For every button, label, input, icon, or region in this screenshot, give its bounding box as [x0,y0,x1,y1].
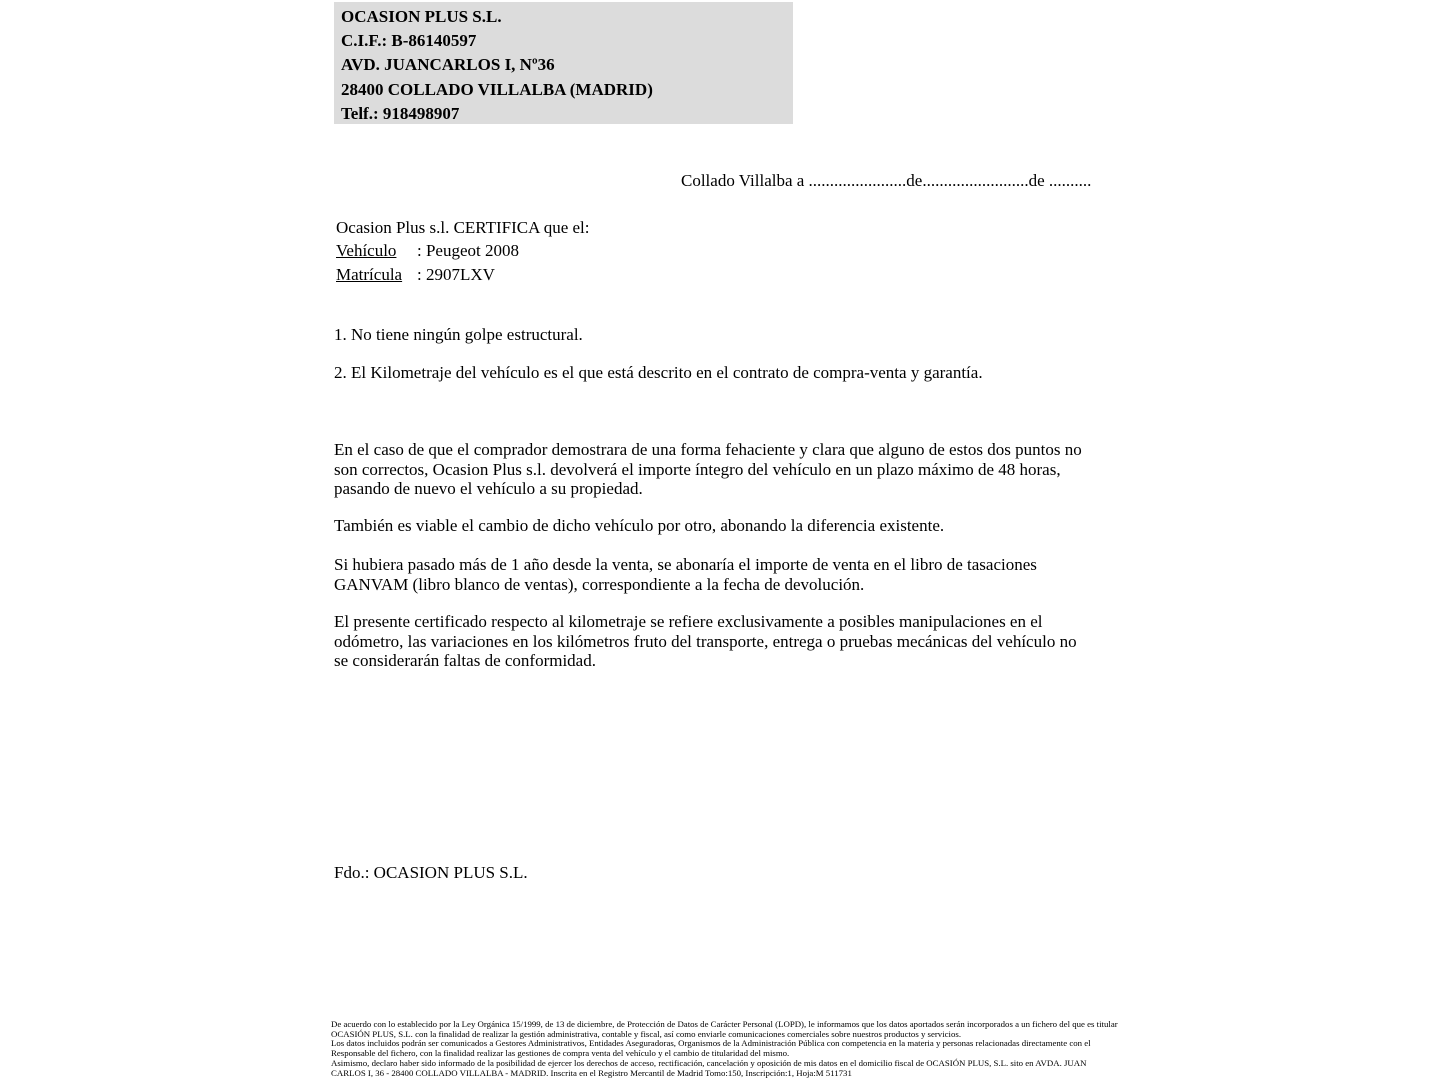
legal-footer-line: Responsable del fichero, con la finalidad realizar las gestiones de compra venta del vehículo y el cambio de titularidad del mismo. [331,1048,790,1059]
odometer-disclaimer-paragraph: El presente certificado respecto al kilometraje se refiere exclusivamente a posibles manipulaciones en el odómetro, las variaciones en los kilómetros fruto del transporte, entrega o pruebas mecánicas del vehículo no se considerarán faltas de conformidad. [334,612,1077,670]
legal-footer-line: OCASIÓN PLUS, S.L. con la finalidad de realizar la gestión administrativa, contable y fiscal, así como enviarle comunicaciones comerciales sobre nuestros productos y servicios. [331,1028,962,1039]
vehicle-label: Vehículo [336,241,397,261]
legal-footer [331,1020,1118,1078]
company-address: AVD. JUANCARLOS I, Nº36 [341,55,555,75]
legal-footer-line: Asimismo, declaro haber sido informado de la posibilidad de ejercer los derechos de acceso, rectificación, cancelación y oposición de mis datos en el domicilio fiscal de OCASIÓN PLUS, S.L. sito en AVDA. JUAN [331,1057,1087,1068]
legal-footer-line: Los datos incluidos podrán ser comunicados a Gestores Administrativos, Entidades Aseguradoras, Organismos de la Administración Pública con competencia en la materia y personas relacionadas directamente con el [331,1038,1091,1049]
certification-intro: Ocasion Plus s.l. CERTIFICA que el: [336,218,590,237]
company-header-block [334,2,793,124]
ganvam-paragraph: Si hubiera pasado más de 1 año desde la venta, se abonaría el importe de venta en el libro de tasaciones GANVAM (libro blanco de ventas), correspondiente a la fecha de devolución. [334,555,1037,594]
certification-block [336,216,590,286]
legal-footer-line: De acuerdo con lo establecido por la Ley Orgánica 15/1999, de 13 de diciembre, de Protección de Datos de Carácter Personal (LOPD), le informamos que los datos aportados serán incorporados a un fichero del que es titular [331,1019,1118,1029]
vehicle-field [336,239,590,262]
plate-field [336,263,590,286]
company-phone: Telf.: 918498907 [341,103,460,123]
company-name: OCASION PLUS S.L. [341,7,502,26]
certified-point-2: 2. El Kilometraje del vehículo es el que está descrito en el contrato de compra-venta y garantía. [334,363,983,382]
company-city: 28400 COLLADO VILLALBA (MADRID) [341,79,653,99]
company-cif: C.I.F.: B-86140597 [341,31,477,51]
certified-point-1: 1. No tiene ningún golpe estructural. [334,325,583,344]
vehicle-value: : Peugeot 2008 [417,241,519,261]
date-fill-in-line: Collado Villalba a .......................de.........................de .......... [681,171,1092,190]
plate-value: : 2907LXV [417,264,495,284]
exchange-paragraph: También es viable el cambio de dicho vehículo por otro, abonando la diferencia existente. [334,516,945,535]
plate-label: Matrícula [336,264,403,284]
guarantee-paragraph: En el caso de que el comprador demostrara de una forma fehaciente y clara que alguno de estos dos puntos no son correctos, Ocasion Plus s.l. devolverá el importe íntegro del vehículo en un plazo máximo de 48 horas, pasando de nuevo el vehículo a su propiedad. [334,440,1082,498]
signature-line: Fdo.: OCASION PLUS S.L. [334,863,528,882]
legal-footer-line: CARLOS I, 36 - 28400 COLLADO VILLALBA - MADRID. Inscrita en el Registro Mercantil de Madrid Tomo:150, Inscripción:1, Hoja:M 511731 [331,1067,852,1078]
